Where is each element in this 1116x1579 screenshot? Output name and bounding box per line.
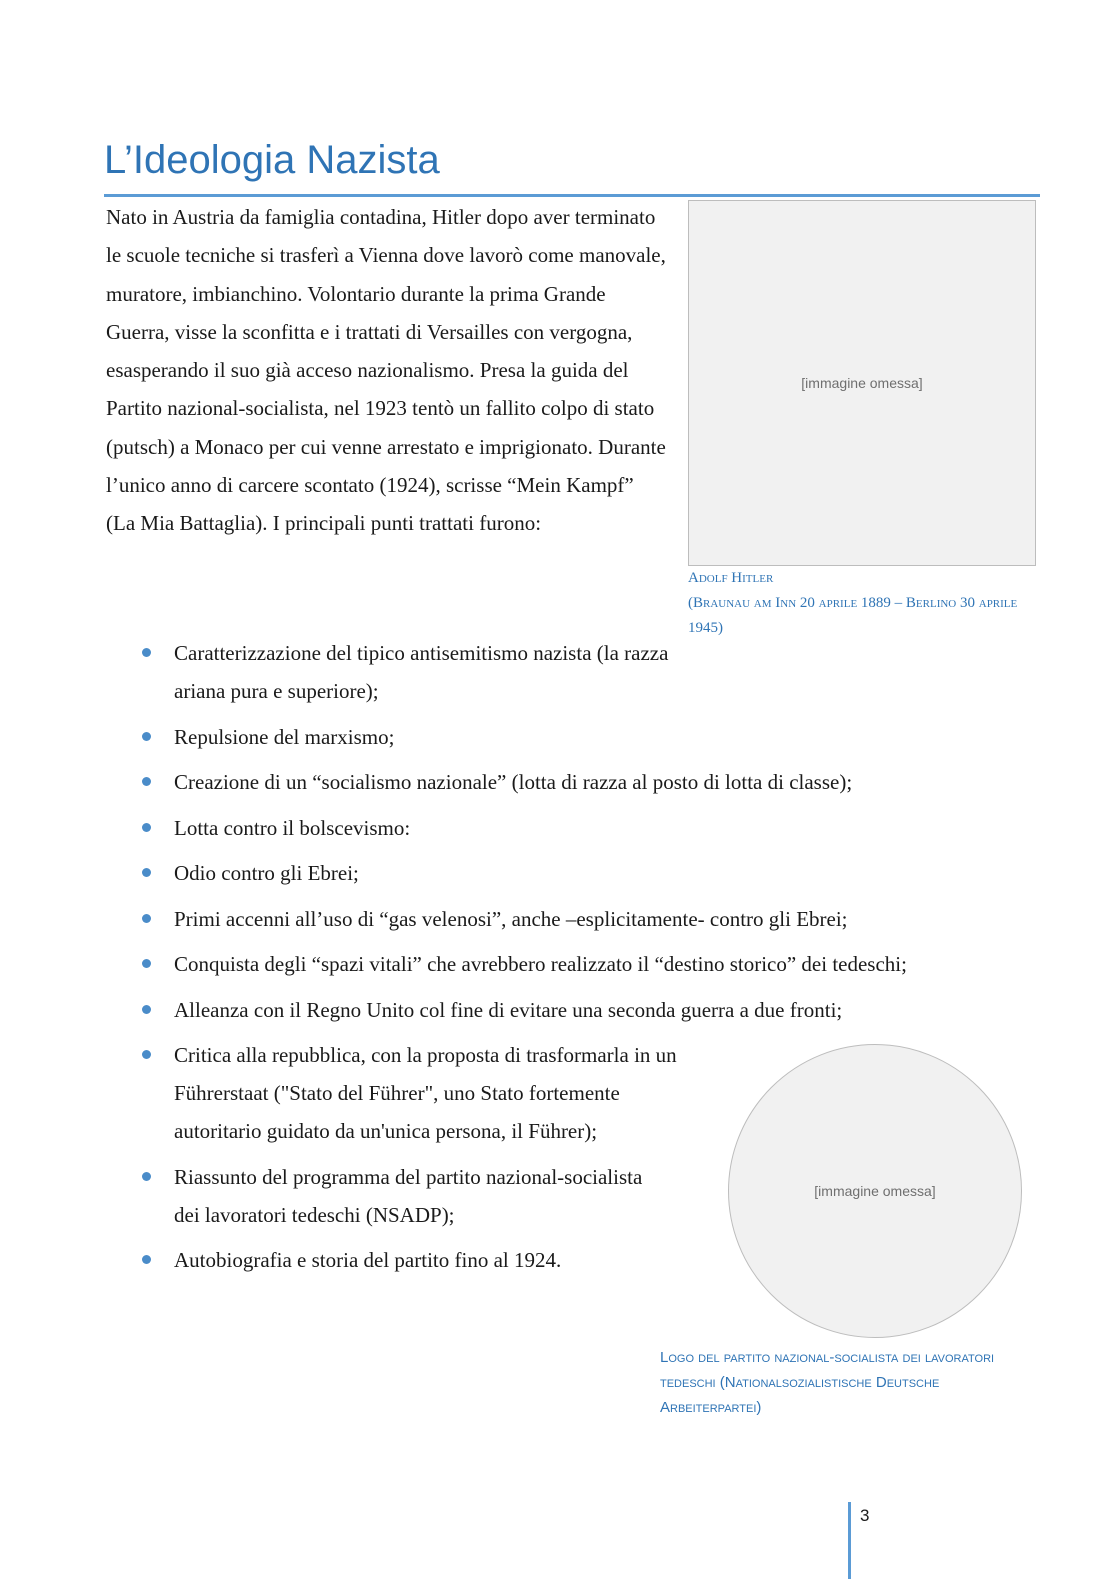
portrait-caption-dates: (Braunau am Inn 20 aprile 1889 – Berlino 30 aprile 1945)	[688, 595, 1018, 636]
list-item: Alleanza con il Regno Unito col fine di evitare una seconda guerra a due fronti;	[140, 991, 1040, 1029]
list-item: Caratterizzazione del tipico antisemitismo nazista (la razza ariana pura e superiore);	[140, 634, 674, 710]
page-number-rule	[848, 1502, 851, 1579]
page-title: L’Ideologia Nazista	[104, 138, 440, 182]
list-item: Riassunto del programma del partito nazional-socialista dei lavoratori tedeschi (NSADP);	[140, 1158, 644, 1234]
list-item: Lotta contro il bolscevismo:	[140, 809, 1040, 847]
list-item: Primi accenni all’uso di “gas velenosi”, anche –esplicitamente- contro gli Ebrei;	[140, 900, 1040, 938]
portrait-caption-name: Adolf Hitler	[688, 570, 774, 586]
list-item: Critica alla repubblica, con la proposta di trasformarla in un Führerstaat ("Stato del Führer", uno Stato fortemente autoritario guidato da un'unica persona, il Führer);	[140, 1036, 704, 1150]
list-item: Autobiografia e storia del partito fino al 1924.	[140, 1241, 1040, 1279]
portrait-placeholder: [immagine omessa]	[688, 200, 1036, 566]
intro-paragraph: Nato in Austria da famiglia contadina, Hitler dopo aver terminato le scuole tecniche si trasferì a Vienna dove lavorò come manovale, muratore, imbianchino. Volontario durante la prima Grande Guerra, visse la sconfitta e i trattati di Versailles con vergogna, esasperando il suo già acceso nazionalismo. Presa la guida del Partito nazional-socialista, nel 1923 tentò un fallito colpo di stato (putsch) a Monaco per cui venne arrestato e imprigionato. Durante l’unico anno di carcere scontato (1924), scrisse “Mein Kampf” (La Mia Battaglia). I principali punti trattati furono:	[106, 205, 666, 536]
list-item: Creazione di un “socialismo nazionale” (lotta di razza al posto di lotta di classe);	[140, 763, 1040, 801]
list-item: Conquista degli “spazi vitali” che avrebbero realizzato il “destino storico” dei tedeschi;	[140, 945, 1040, 983]
list-item: Repulsione del marxismo;	[140, 718, 1040, 756]
list-item: Odio contro gli Ebrei;	[140, 854, 1040, 892]
logo-placeholder: [immagine omessa]	[728, 1044, 1022, 1338]
logo-caption: Logo del partito nazional-socialista dei lavoratori tedeschi (Nationalsozialistische Deutsche Arbeiterpartei)	[660, 1349, 995, 1416]
portrait-caption	[688, 566, 1038, 641]
page-number: 3	[860, 1506, 870, 1525]
title-underline	[104, 194, 1040, 197]
